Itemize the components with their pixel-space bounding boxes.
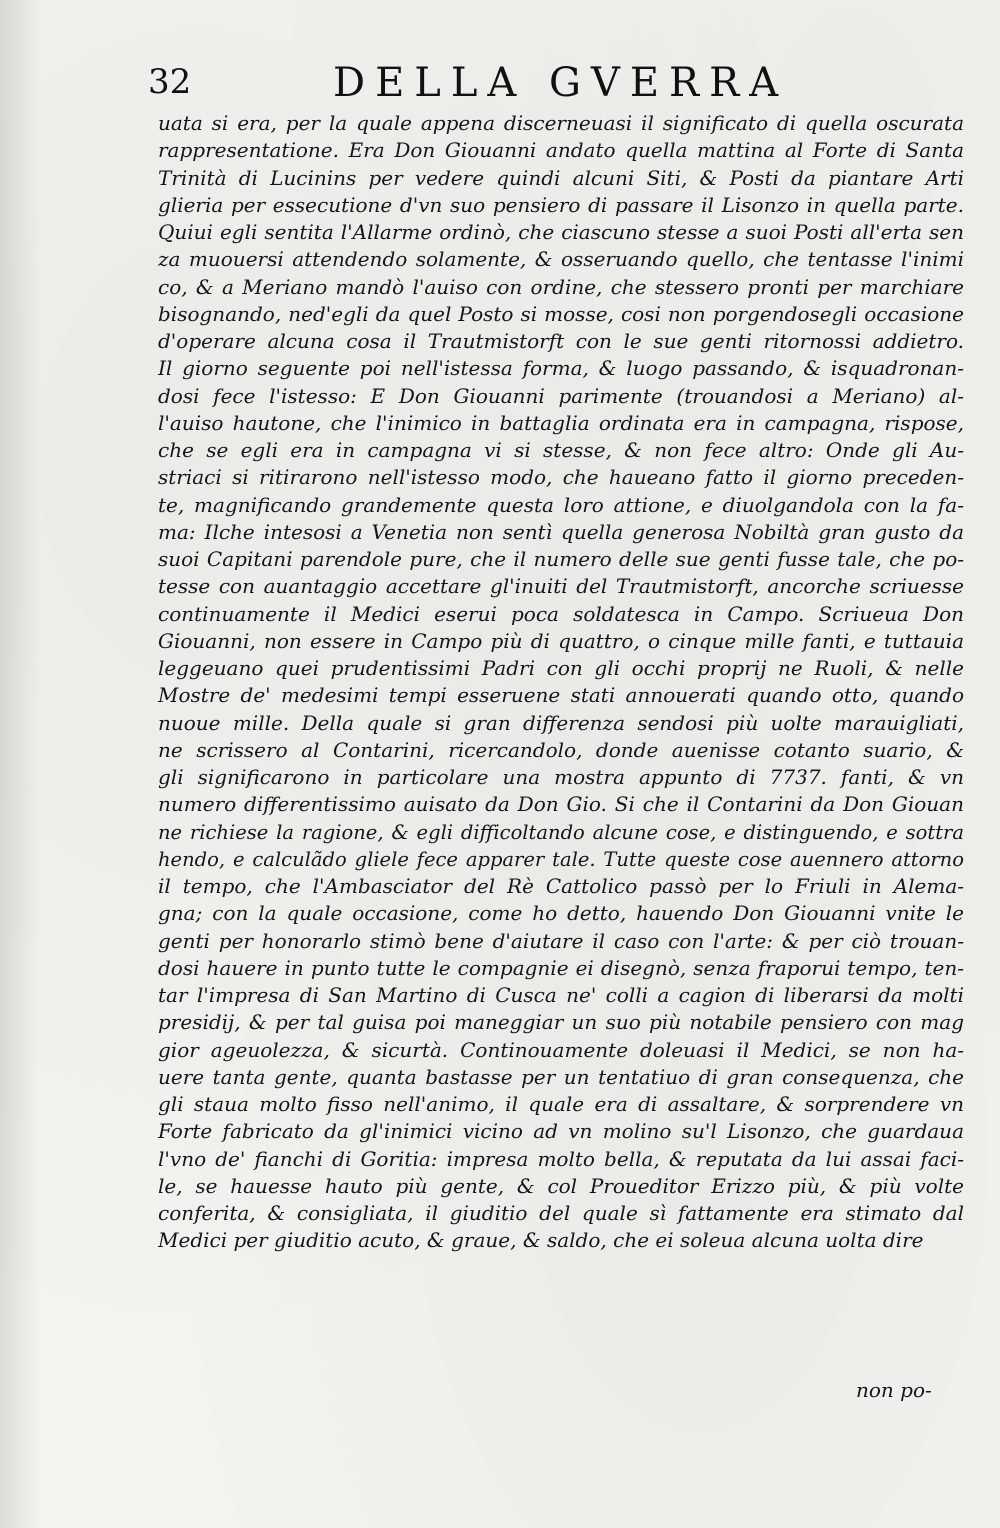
text-line: tesse con auantaggio accettare gl'inuiti del Trautmistorft, ancorche scriuesse xyxy=(158,574,964,599)
text-line: za muouersi attendendo solamente, & osseruando quello, che tentasse l'inimi xyxy=(158,247,964,272)
text-line: dosi hauere in punto tutte le compagnie ei disegnò, senza fraporui tempo, ten- xyxy=(158,955,964,980)
text-line: dosi fece l'istesso: E Don Giouanni parimente (trouandosi a Meriano) al- xyxy=(158,383,964,408)
gutter-shadow xyxy=(0,0,40,1528)
text-line: hendo, e calculãdo gliele fece apparer tale. Tutte queste cose auennero attorno xyxy=(158,847,964,871)
text-line: ne scrissero al Contarini, ricercandolo, donde auenisse cotanto suario, & xyxy=(158,737,964,762)
text-line: rappresentatione. Era Don Giouanni andato quella mattina al Forte di Santa xyxy=(158,138,964,163)
text-line: l'vno de' fianchi di Goritia: impresa molto bella, & reputata da lui assai faci- xyxy=(158,1146,964,1171)
running-head: DELLA GVERRA xyxy=(333,60,789,106)
text-line: continuamente il Medici eserui poca soldatesca in Campo. Scriueua Don xyxy=(158,601,964,626)
text-line: Trinità di Lucinins per vedere quindi alcuni Siti, & Posti da piantare Arti xyxy=(158,165,964,190)
text-line: d'operare alcuna cosa il Trautmistorft con le sue genti ritornossi addietro. xyxy=(158,329,964,353)
text-line: uere tanta gente, quanta bastasse per un tentatiuo di gran consequenza, che xyxy=(158,1064,964,1089)
text-line: il tempo, che l'Ambasciator del Rè Cattolico passò per lo Friuli in Alema- xyxy=(158,874,964,898)
text-line: uata si era, per la quale appena discerneuasi il significato di quella oscurata xyxy=(158,111,964,135)
text-line: Il giorno seguente poi nell'istessa forma, & luogo passando, & isquadronan- xyxy=(158,356,964,381)
text-line: te, magnificando grandemente questa loro attione, e diuolgandola con la fa- xyxy=(158,492,964,517)
page-header xyxy=(148,58,948,108)
text-line: Forte fabricato da gl'inimici vicino ad vn molino su'l Lisonzo, che guardaua xyxy=(158,1119,964,1144)
text-line: che se egli era in campagna vi si stesse, & non fece altro: Onde gli Au- xyxy=(158,438,964,462)
text-line: l'auiso hautone, che l'inimico in battaglia ordinata era in campagna, rispose, xyxy=(158,410,964,435)
text-line: leggeuano quei prudentissimi Padri con gli occhi proprij ne Ruoli, & nelle xyxy=(158,656,964,680)
text-line: suoi Capitani parendole pure, che il numero delle sue genti fusse tale, che po- xyxy=(158,547,964,571)
catchword: non po- xyxy=(856,1378,932,1402)
text-line: genti per honorarlo stimò bene d'aiutare il caso con l'arte: & per ciò trouan- xyxy=(158,928,964,953)
text-line: ne richiese la ragione, & egli difficoltando alcune cose, e distinguendo, e sottra xyxy=(158,820,964,844)
text-line: glieria per essecutione d'vn suo pensiero di passare il Lisonzo in quella parte. xyxy=(158,192,964,217)
text-line: numero differentissimo auisato da Don Gio. Si che il Contarini da Don Giouan xyxy=(158,792,964,817)
body-text xyxy=(158,110,964,1255)
text-line: gior ageuolezza, & sicurtà. Continouamente doleuasi il Medici, se non ha- xyxy=(158,1037,964,1062)
text-line: ma: Ilche intesosi a Venetia non sentì quella generosa Nobiltà gran gusto da xyxy=(158,519,964,544)
text-line: conferita, & consigliata, il giuditio del quale sì fattamente era stimato dal xyxy=(158,1201,964,1225)
text-line: gli significarono in particolare una mostra appunto di 7737. fanti, & vn xyxy=(158,765,964,789)
text-line: gli staua molto fisso nell'animo, il quale era di assaltare, & sorprendere vn xyxy=(158,1092,964,1116)
text-line: gna; con la quale occasione, come ho detto, hauendo Don Giouanni vnite le xyxy=(158,901,964,926)
page-number: 32 xyxy=(148,62,192,102)
text-line: presidij, & per tal guisa poi maneggiar un suo più notabile pensiero con mag xyxy=(158,1010,964,1035)
text-line: nuoue mille. Della quale si gran differenza sendosi più uolte marauigliati, xyxy=(158,710,964,735)
text-line: tar l'impresa di San Martino di Cusca ne' colli a cagion di liberarsi da molti xyxy=(158,983,964,1007)
text-line: Quiui egli sentita l'Allarme ordinò, che ciascuno stesse a suoi Posti all'erta sen xyxy=(158,220,964,244)
text-line: striaci si ritirarono nell'istesso modo, che haueano fatto il giorno preceden- xyxy=(158,465,964,490)
text-line: Giouanni, non essere in Campo più di quattro, o cinque mille fanti, e tuttauia xyxy=(158,628,964,653)
text-line: bisognando, ned'egli da quel Posto si mosse, cosi non porgendosegli occasione xyxy=(158,301,964,326)
text-line: le, se hauesse hauto più gente, & col Proueditor Erizzo più, & più volte xyxy=(158,1173,964,1198)
text-line: Mostre de' medesimi tempi esseruene stati annouerati quando otto, quando xyxy=(158,683,964,708)
text-line: Medici per giuditio acuto, & graue, & saldo, che ei soleua alcuna uolta dire xyxy=(158,1228,924,1253)
text-line: co, & a Meriano mandò l'auiso con ordine, che stessero pronti per marchiare xyxy=(158,274,964,299)
